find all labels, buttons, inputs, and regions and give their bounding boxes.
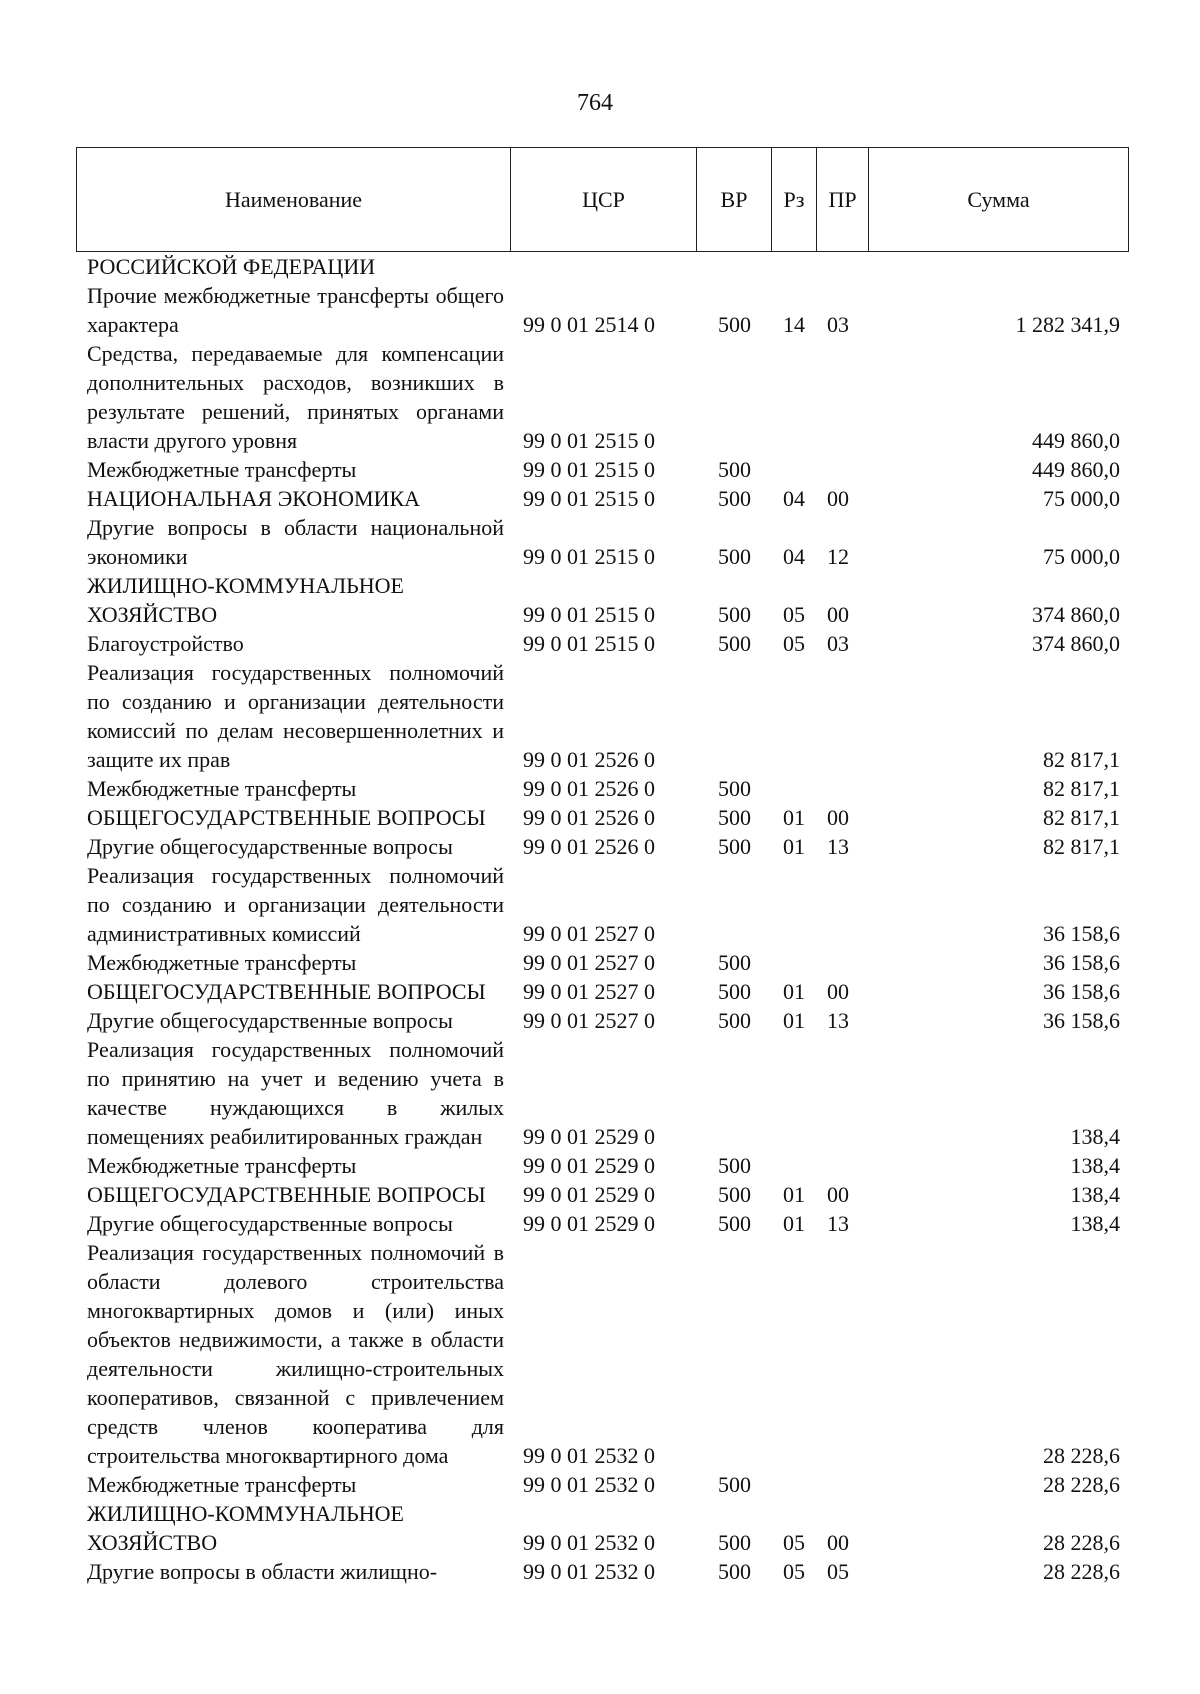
cell-sum: 82 817,1 xyxy=(1043,805,1120,830)
cell-rz xyxy=(771,1238,816,1470)
cell-name: Реализация государственных полномочий по созданию и организации деятельности комиссий по делам несовершеннолетних и защите их прав xyxy=(87,660,504,772)
cell-name: Благоустройство xyxy=(87,631,244,656)
cell-sum: 449 860,0 xyxy=(1032,457,1120,482)
cell-rz: 01 xyxy=(783,1182,805,1207)
cell-pr: 13 xyxy=(827,834,849,859)
table-row xyxy=(76,658,1128,774)
cell-rz xyxy=(771,658,816,774)
table-row xyxy=(76,281,1128,339)
table-row xyxy=(76,629,1128,658)
column-header-rz: Рз xyxy=(772,148,817,252)
cell-vr: 500 xyxy=(718,631,751,656)
table-row xyxy=(76,861,1128,948)
cell-vr xyxy=(696,1035,771,1151)
cell-name: Реализация государственных полномочий по принятию на учет и ведению учета в качестве нуждающихся в жилых помещениях реабилитированных граждан xyxy=(87,1037,504,1149)
table-row xyxy=(76,513,1128,571)
cell-sum: 28 228,6 xyxy=(1043,1443,1120,1468)
cell-rz: 01 xyxy=(783,979,805,1004)
cell-sum: 28 228,6 xyxy=(1043,1559,1120,1584)
table-header xyxy=(76,147,1129,252)
cell-pr: 00 xyxy=(827,486,849,511)
cell-sum: 75 000,0 xyxy=(1043,544,1120,569)
cell-name: Другие вопросы в области национальной экономики xyxy=(87,515,504,569)
cell-name: Межбюджетные трансферты xyxy=(87,457,357,482)
cell-pr xyxy=(816,774,868,803)
budget-rows xyxy=(76,252,1128,1586)
table-row xyxy=(76,774,1128,803)
cell-pr: 03 xyxy=(827,312,849,337)
column-header-vr: ВР xyxy=(697,148,772,252)
cell-name: Другие общегосударственные вопросы xyxy=(87,1008,453,1033)
cell-pr: 13 xyxy=(827,1008,849,1033)
column-header-pr: ПР xyxy=(817,148,869,252)
cell-name: Межбюджетные трансферты xyxy=(87,1472,357,1497)
table-row xyxy=(76,571,1128,629)
cell-vr: 500 xyxy=(718,805,751,830)
cell-csr: 99 0 01 2515 0 xyxy=(523,457,655,482)
cell-name: Реализация государственных полномочий по созданию и организации деятельности административных комиссий xyxy=(87,863,504,946)
cell-pr xyxy=(816,1151,868,1180)
cell-rz xyxy=(771,1151,816,1180)
table-row xyxy=(76,1006,1128,1035)
cell-name: ОБЩЕГОСУДАРСТВЕННЫЕ ВОПРОСЫ xyxy=(87,805,486,830)
cell-rz xyxy=(771,455,816,484)
cell-pr: 00 xyxy=(827,602,849,627)
cell-csr: 99 0 01 2515 0 xyxy=(523,602,655,627)
cell-csr: 99 0 01 2529 0 xyxy=(523,1124,655,1149)
cell-name: Реализация государственных полномочий в области долевого строительства многоквартирных домов и (или) иных объектов недвижимости, а также в области деятельности жилищно-строительных кооперативов, связанной с привлечением средств членов кооператива для строительства многоквартирного дома xyxy=(87,1240,504,1468)
cell-sum: 374 860,0 xyxy=(1032,602,1120,627)
cell-sum: 374 860,0 xyxy=(1032,631,1120,656)
cell-sum xyxy=(868,252,1128,281)
cell-vr: 500 xyxy=(718,950,751,975)
cell-pr xyxy=(816,1470,868,1499)
cell-rz: 05 xyxy=(783,602,805,627)
cell-vr: 500 xyxy=(718,312,751,337)
column-header-name: Наименование xyxy=(77,148,511,252)
cell-vr: 500 xyxy=(718,1211,751,1236)
cell-rz xyxy=(771,861,816,948)
column-header-sum: Сумма xyxy=(869,148,1129,252)
cell-rz: 01 xyxy=(783,1211,805,1236)
table-row xyxy=(76,1209,1128,1238)
cell-pr: 05 xyxy=(827,1559,849,1584)
cell-vr: 500 xyxy=(718,979,751,1004)
cell-vr: 500 xyxy=(718,1008,751,1033)
cell-sum: 82 817,1 xyxy=(1043,776,1120,801)
cell-sum: 138,4 xyxy=(1070,1124,1120,1149)
cell-rz: 05 xyxy=(783,1559,805,1584)
cell-name: Межбюджетные трансферты xyxy=(87,776,357,801)
cell-pr: 12 xyxy=(827,544,849,569)
cell-pr: 00 xyxy=(827,979,849,1004)
cell-sum: 28 228,6 xyxy=(1043,1530,1120,1555)
cell-csr: 99 0 01 2532 0 xyxy=(523,1530,655,1555)
cell-vr: 500 xyxy=(718,776,751,801)
cell-sum: 36 158,6 xyxy=(1043,921,1120,946)
table-row xyxy=(76,455,1128,484)
table-row xyxy=(76,252,1128,281)
table-row xyxy=(76,1470,1128,1499)
table-row xyxy=(76,1499,1128,1557)
cell-rz: 01 xyxy=(783,805,805,830)
cell-vr: 500 xyxy=(718,486,751,511)
cell-csr: 99 0 01 2526 0 xyxy=(523,747,655,772)
cell-vr: 500 xyxy=(718,834,751,859)
cell-csr: 99 0 01 2527 0 xyxy=(523,950,655,975)
cell-pr: 13 xyxy=(827,1211,849,1236)
cell-name: ОБЩЕГОСУДАРСТВЕННЫЕ ВОПРОСЫ xyxy=(87,979,486,1004)
cell-csr: 99 0 01 2532 0 xyxy=(523,1472,655,1497)
cell-csr: 99 0 01 2515 0 xyxy=(523,631,655,656)
cell-rz xyxy=(771,1035,816,1151)
cell-name: РОССИЙСКОЙ ФЕДЕРАЦИИ xyxy=(87,254,376,279)
table-row xyxy=(76,1238,1128,1470)
budget-table-body xyxy=(76,252,1128,1586)
cell-vr xyxy=(696,1238,771,1470)
cell-csr: 99 0 01 2514 0 xyxy=(523,312,655,337)
cell-pr xyxy=(816,861,868,948)
cell-name: Другие общегосударственные вопросы xyxy=(87,834,453,859)
table-row xyxy=(76,1035,1128,1151)
cell-vr: 500 xyxy=(718,602,751,627)
cell-vr: 500 xyxy=(718,457,751,482)
cell-name: НАЦИОНАЛЬНАЯ ЭКОНОМИКА xyxy=(87,486,421,511)
cell-rz: 04 xyxy=(783,544,805,569)
cell-rz xyxy=(771,1470,816,1499)
cell-pr xyxy=(816,455,868,484)
cell-vr: 500 xyxy=(718,544,751,569)
table-row xyxy=(76,484,1128,513)
cell-csr: 99 0 01 2515 0 xyxy=(523,486,655,511)
table-row xyxy=(76,1557,1128,1586)
cell-vr: 500 xyxy=(718,1530,751,1555)
cell-csr: 99 0 01 2526 0 xyxy=(523,834,655,859)
cell-name: Межбюджетные трансферты xyxy=(87,1153,357,1178)
cell-rz xyxy=(771,252,816,281)
cell-rz: 01 xyxy=(783,834,805,859)
cell-pr: 00 xyxy=(827,1182,849,1207)
table-row xyxy=(76,977,1128,1006)
cell-vr xyxy=(696,339,771,455)
cell-pr: 03 xyxy=(827,631,849,656)
cell-name: Другие общегосударственные вопросы xyxy=(87,1211,453,1236)
cell-pr xyxy=(816,1035,868,1151)
table-row xyxy=(76,339,1128,455)
cell-pr xyxy=(816,252,868,281)
cell-rz: 14 xyxy=(783,312,805,337)
cell-csr: 99 0 01 2526 0 xyxy=(523,776,655,801)
cell-sum: 75 000,0 xyxy=(1043,486,1120,511)
cell-sum: 28 228,6 xyxy=(1043,1472,1120,1497)
cell-sum: 36 158,6 xyxy=(1043,979,1120,1004)
table-row xyxy=(76,948,1128,977)
cell-sum: 138,4 xyxy=(1070,1153,1120,1178)
cell-csr: 99 0 01 2527 0 xyxy=(523,1008,655,1033)
cell-csr: 99 0 01 2515 0 xyxy=(523,544,655,569)
cell-sum: 36 158,6 xyxy=(1043,950,1120,975)
cell-sum: 82 817,1 xyxy=(1043,834,1120,859)
cell-rz: 05 xyxy=(783,1530,805,1555)
cell-pr: 00 xyxy=(827,805,849,830)
cell-pr xyxy=(816,1238,868,1470)
cell-csr: 99 0 01 2529 0 xyxy=(523,1153,655,1178)
cell-name: Средства, передаваемые для компенсации дополнительных расходов, возникших в результате решений, принятых органами власти другого уровня xyxy=(87,341,504,453)
cell-rz: 05 xyxy=(783,631,805,656)
cell-vr: 500 xyxy=(718,1559,751,1584)
cell-sum: 449 860,0 xyxy=(1032,428,1120,453)
table-row xyxy=(76,1151,1128,1180)
cell-sum: 36 158,6 xyxy=(1043,1008,1120,1033)
cell-csr: 99 0 01 2515 0 xyxy=(523,428,655,453)
cell-sum: 138,4 xyxy=(1070,1211,1120,1236)
cell-csr: 99 0 01 2527 0 xyxy=(523,979,655,1004)
cell-pr: 00 xyxy=(827,1530,849,1555)
table-row xyxy=(76,832,1128,861)
cell-csr: 99 0 01 2529 0 xyxy=(523,1211,655,1236)
table-row xyxy=(76,1180,1128,1209)
cell-rz xyxy=(771,339,816,455)
cell-csr: 99 0 01 2526 0 xyxy=(523,805,655,830)
cell-vr: 500 xyxy=(718,1182,751,1207)
cell-vr: 500 xyxy=(718,1153,751,1178)
cell-rz: 04 xyxy=(783,486,805,511)
table-row xyxy=(76,803,1128,832)
page-number: 764 xyxy=(577,90,613,116)
cell-name: Межбюджетные трансферты xyxy=(87,950,357,975)
cell-name: Другие вопросы в области жилищно- xyxy=(87,1559,438,1584)
cell-csr: 99 0 01 2532 0 xyxy=(523,1559,655,1584)
cell-vr xyxy=(696,658,771,774)
cell-csr xyxy=(510,252,696,281)
cell-vr xyxy=(696,861,771,948)
cell-pr xyxy=(816,658,868,774)
cell-vr xyxy=(696,252,771,281)
cell-name: Прочие межбюджетные трансферты общего характера xyxy=(87,283,504,337)
cell-pr xyxy=(816,948,868,977)
cell-rz xyxy=(771,774,816,803)
cell-csr: 99 0 01 2532 0 xyxy=(523,1443,655,1468)
cell-name: ЖИЛИЩНО-КОММУНАЛЬНОЕ ХОЗЯЙСТВО xyxy=(87,1501,404,1555)
cell-rz: 01 xyxy=(783,1008,805,1033)
cell-csr: 99 0 01 2529 0 xyxy=(523,1182,655,1207)
cell-csr: 99 0 01 2527 0 xyxy=(523,921,655,946)
cell-vr: 500 xyxy=(718,1472,751,1497)
cell-pr xyxy=(816,339,868,455)
cell-name: ЖИЛИЩНО-КОММУНАЛЬНОЕ ХОЗЯЙСТВО xyxy=(87,573,404,627)
cell-sum: 138,4 xyxy=(1070,1182,1120,1207)
column-header-csr: ЦСР xyxy=(511,148,697,252)
cell-name: ОБЩЕГОСУДАРСТВЕННЫЕ ВОПРОСЫ xyxy=(87,1182,486,1207)
cell-sum: 82 817,1 xyxy=(1043,747,1120,772)
cell-sum: 1 282 341,9 xyxy=(1015,312,1120,337)
cell-rz xyxy=(771,948,816,977)
